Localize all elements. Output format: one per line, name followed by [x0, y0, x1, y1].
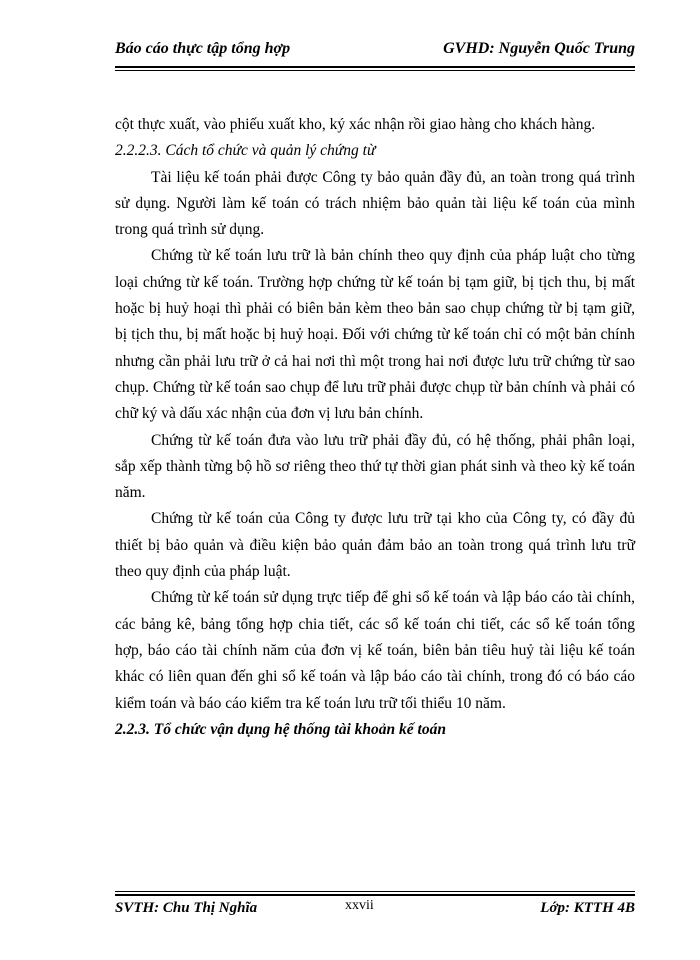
- paragraph: Chứng từ kế toán đưa vào lưu trữ phải đầy đủ, có hệ thống, phải phân loại, sắp xếp thành từng bộ hồ sơ riêng theo thứ tự thời gian phát sinh và theo kỳ kế toán năm.: [115, 431, 635, 502]
- footer-rule-thin: [115, 891, 635, 892]
- paragraph: Tài liệu kế toán phải được Công ty bảo quản đầy đủ, an toàn trong quá trình sử dụng. Người làm kế toán có trách nhiệm bảo quản tài liệu kế toán của mình trong quá trình sử dụng.: [115, 168, 635, 239]
- header-supervisor: GVHD: Nguyễn Quốc Trung: [443, 40, 635, 57]
- footer-rule-thick: [115, 894, 635, 896]
- paragraph: Chứng từ kế toán của Công ty được lưu trữ tại kho của Công ty, có đầy đủ thiết bị bảo quản và điều kiện bảo quản đảm bảo an toàn trong quá trình lưu trữ theo quy định của pháp luật.: [115, 510, 635, 581]
- footer-student: SVTH: Chu Thị Nghĩa: [115, 900, 258, 916]
- paragraph: Chứng từ kế toán lưu trữ là bản chính theo quy định của pháp luật cho từng loại chứng từ kế toán. Trường hợp chứng từ kế toán bị tạm giữ, bị tịch thu, bị mất hoặc bị huỷ hoại thì phải có biên bản kèm theo bản sao chụp chứng từ bị tạm giữ, bị tịch thu, bị mất hoặc bị huỷ hoại. Đối với chứng từ kế toán chỉ có một bản chính nhưng cần phải lưu trữ ở cả hai nơi thì một trong hai nơi được lưu trữ chứng từ sao chụp. Chứng từ kế toán sao chụp để lưu trữ phải được chụp từ bản chính và phải có chữ ký và dấu xác nhận của đơn vị lưu bản chính.: [115, 247, 635, 423]
- subsection-heading: 2.2.2.3. Cách tổ chức và quản lý chứng từ: [115, 142, 376, 160]
- paragraph: Chứng từ kế toán sử dụng trực tiếp để ghi sổ kế toán và lập báo cáo tài chính, các bảng kê, bảng tổng hợp chia tiết, các sổ kế toán chi tiết, các sổ kế toán tổng hợp, báo cáo tài chính năm của đơn vị kế toán, biên bản tiêu huỷ tài liệu kế toán khác có liên quan đến ghi sổ kế toán và lập báo cáo tài chính, trong đó có báo cáo kiểm toán và báo cáo kiểm tra kế toán lưu trữ tối thiểu 10 năm.: [115, 589, 635, 712]
- section-heading: 2.2.3. Tổ chức vận dụng hệ thống tài khoản kế toán: [115, 720, 446, 738]
- footer-class: Lớp: KTTH 4B: [540, 900, 635, 916]
- page-number: xxvii: [345, 898, 374, 913]
- page-body: [115, 112, 635, 743]
- page-header: [115, 40, 635, 66]
- page-footer: [115, 900, 635, 924]
- header-report-title: Báo cáo thực tập tổng hợp: [115, 40, 291, 57]
- header-rule-thin: [115, 70, 635, 71]
- header-rule-thick: [115, 66, 635, 68]
- continuation-line: cột thực xuất, vào phiếu xuất kho, ký xác nhận rồi giao hàng cho khách hàng.: [115, 116, 596, 133]
